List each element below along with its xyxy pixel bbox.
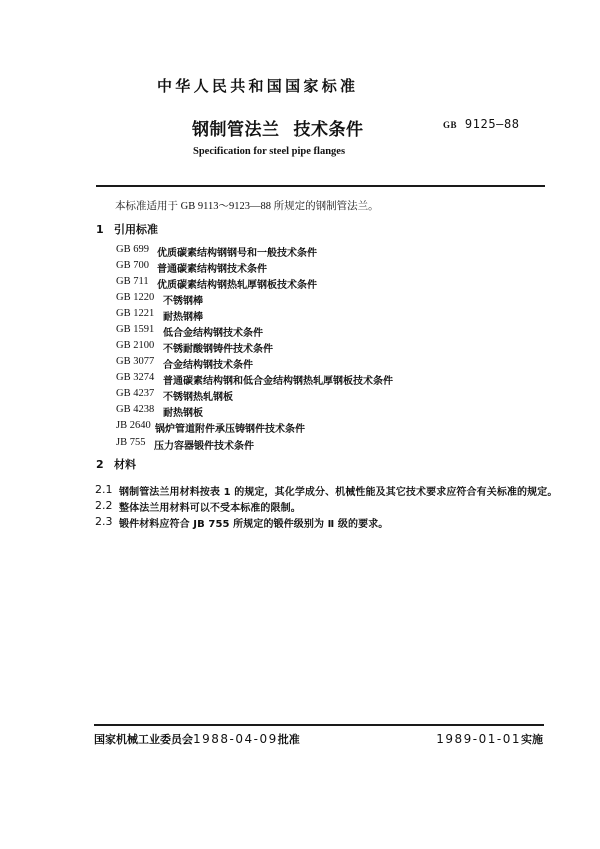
document-title-part1: 钢制管法兰 [192, 120, 280, 140]
section-2-number: 2 [96, 458, 104, 471]
reference-item: GB 1220 不锈钢棒 [116, 292, 203, 307]
reference-item: GB 1221 耐热钢棒 [116, 308, 203, 323]
reference-item: GB 3274 普通碳素结构钢和低合金结构钢热轧厚钢板技术条件 [116, 372, 393, 387]
reference-item: GB 3077 合金结构钢技术条件 [116, 356, 253, 371]
reference-item: JB 2640 锅炉管道附件承压铸钢件技术条件 [116, 420, 305, 435]
standard-code [443, 117, 520, 131]
approval-date: 1988-04-09 [193, 732, 278, 746]
effective-label: 实施 [521, 733, 543, 746]
section-1-title: 引用标准 [114, 223, 158, 236]
reference-item: GB 2100 不锈耐酸钢铸件技术条件 [116, 340, 273, 355]
section-2-heading [96, 456, 136, 472]
document-title [192, 115, 364, 140]
material-clause: 2.3 锻件材料应符合 JB 755 所规定的锻件级别为 Ⅱ 级的要求。 [95, 515, 389, 530]
section-1-number: 1 [96, 223, 104, 236]
standard-code-prefix: GB [443, 120, 458, 130]
document-title-part2: 技术条件 [293, 120, 364, 140]
reference-item: GB 1591 低合金结构钢技术条件 [116, 324, 263, 339]
approver: 国家机械工业委员会 [94, 733, 193, 746]
standard-code-number: 9125—88 [464, 117, 520, 131]
section-1-heading [96, 221, 158, 237]
reference-item: GB 711 优质碳素结构钢热轧厚钢板技术条件 [116, 276, 317, 291]
reference-item: GB 4238 耐热钢板 [116, 404, 203, 419]
standard-type-header: 中华人民共和国国家标准 [157, 77, 359, 95]
header-divider [96, 185, 545, 187]
reference-item: GB 4237 不锈钢热轧钢板 [116, 388, 233, 403]
approval-label: 批准 [277, 733, 300, 746]
approval-info [94, 731, 300, 747]
section-2-title: 材料 [114, 458, 136, 471]
material-clause: 2.2 整体法兰用材料可以不受本标准的限制。 [95, 499, 301, 514]
reference-item: JB 755 压力容器锻件技术条件 [116, 437, 254, 452]
footer-divider [94, 724, 544, 726]
scope-paragraph: 本标准适用于 GB 9113～9123—88 所规定的钢制管法兰。 [115, 201, 379, 212]
material-clause: 2.1 钢制管法兰用材料按表 1 的规定，其化学成分、机械性能及其它技术要求应符合有关标准的规定。 [95, 483, 558, 498]
effective-date: 1989-01-01 [436, 732, 521, 746]
english-subtitle: Specification for steel pipe flanges [193, 146, 346, 157]
effective-info [436, 731, 543, 747]
reference-item: GB 699 优质碳素结构钢钢号和一般技术条件 [116, 244, 317, 259]
reference-item: GB 700 普通碳素结构钢技术条件 [116, 260, 267, 275]
